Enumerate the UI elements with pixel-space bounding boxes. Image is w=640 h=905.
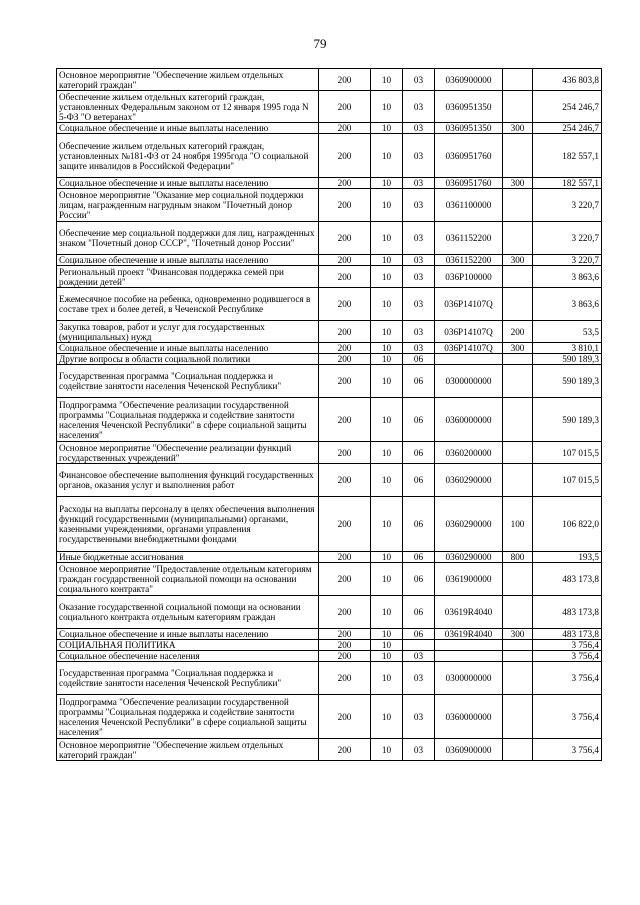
- table-row: [57, 288, 602, 321]
- row-name-cell: Другие вопросы в области социальной политики: [57, 354, 319, 365]
- row-pr-cell: 03: [403, 123, 435, 134]
- row-name-cell: Социальное обеспечение и иные выплаты населению: [57, 178, 319, 189]
- table-row: [57, 464, 602, 497]
- row-csr-cell: 0360290000: [435, 464, 503, 497]
- row-csr-cell: [435, 640, 503, 651]
- row-csr-cell: 0360000000: [435, 398, 503, 442]
- row-ved-cell: 200: [319, 288, 371, 321]
- row-csr-cell: 036P14107Q: [435, 288, 503, 321]
- row-ved-cell: 200: [319, 91, 371, 123]
- row-vr-cell: 300: [503, 123, 533, 134]
- row-ved-cell: 200: [319, 255, 371, 266]
- table-row: [57, 739, 602, 761]
- row-sum-cell: 590 189,3: [533, 365, 602, 398]
- row-name-cell: Основное мероприятие "Обеспечение жильем отдельных категорий граждан": [57, 739, 319, 761]
- row-vr-cell: 300: [503, 629, 533, 640]
- row-sum-cell: 3 863,6: [533, 288, 602, 321]
- row-csr-cell: 0360290000: [435, 552, 503, 563]
- row-sum-cell: 3 756,4: [533, 739, 602, 761]
- row-pr-cell: 03: [403, 189, 435, 222]
- row-sum-cell: 3 756,4: [533, 651, 602, 662]
- row-rz-cell: 10: [371, 497, 403, 552]
- table-row: [57, 69, 602, 91]
- row-name-cell: Ежемесячное пособие на ребенка, одновременно родившегося в составе трех и более детей, в Чеченской Республике: [57, 288, 319, 321]
- row-vr-cell: [503, 365, 533, 398]
- row-csr-cell: 036P100000: [435, 266, 503, 288]
- table-row: [57, 640, 602, 651]
- row-sum-cell: 254 246,7: [533, 123, 602, 134]
- row-pr-cell: 06: [403, 464, 435, 497]
- page-number: 79: [313, 36, 327, 51]
- row-csr-cell: 03619R4040: [435, 629, 503, 640]
- table-row: [57, 563, 602, 596]
- row-csr-cell: 0361152200: [435, 255, 503, 266]
- row-rz-cell: 10: [371, 662, 403, 695]
- row-name-cell: Государственная программа "Социальная поддержка и содействие занятости населения Чеченской Республики": [57, 662, 319, 695]
- row-ved-cell: 200: [319, 123, 371, 134]
- row-vr-cell: [503, 563, 533, 596]
- row-name-cell: Обеспечение мер социальной поддержки для лиц, награжденных знаком "Почетный донор СССР", "Почетный донор России": [57, 222, 319, 255]
- row-ved-cell: 200: [319, 189, 371, 222]
- row-name-cell: Основное мероприятие "Обеспечение реализации функций государственных учреждений": [57, 442, 319, 464]
- row-name-cell: Подпрограмма "Обеспечение реализации государственной программы "Социальная поддержка и содействие занятости населения Чеченской Республики" в сфере социальной защиты населения": [57, 695, 319, 739]
- table-row: [57, 662, 602, 695]
- row-vr-cell: [503, 134, 533, 178]
- row-pr-cell: 03: [403, 662, 435, 695]
- row-rz-cell: 10: [371, 739, 403, 761]
- row-vr-cell: 300: [503, 343, 533, 354]
- row-csr-cell: 0360000000: [435, 695, 503, 739]
- row-vr-cell: [503, 442, 533, 464]
- row-pr-cell: 06: [403, 442, 435, 464]
- row-rz-cell: 10: [371, 255, 403, 266]
- row-sum-cell: 182 557,1: [533, 178, 602, 189]
- row-csr-cell: [435, 651, 503, 662]
- row-sum-cell: 483 173,8: [533, 629, 602, 640]
- table-row: [57, 629, 602, 640]
- row-sum-cell: 3 220,7: [533, 222, 602, 255]
- row-name-cell: Социальное обеспечение и иные выплаты населению: [57, 255, 319, 266]
- row-name-cell: Основное мероприятие "Предоставление отдельным категориям граждан государственной социальной помощи на основании социального контракта": [57, 563, 319, 596]
- row-csr-cell: 036P14107Q: [435, 321, 503, 343]
- row-name-cell: Социальное обеспечение населения: [57, 651, 319, 662]
- row-name-cell: Обеспечение жильем отдельных категорий граждан, установленных №181-ФЗ от 24 ноября 1995года "О социальной защите инвалидов в Российской Федерации": [57, 134, 319, 178]
- row-ved-cell: 200: [319, 640, 371, 651]
- row-pr-cell: 03: [403, 343, 435, 354]
- row-rz-cell: 10: [371, 123, 403, 134]
- row-name-cell: Закупка товаров, работ и услуг для государственных (муниципальных) нужд: [57, 321, 319, 343]
- row-rz-cell: 10: [371, 563, 403, 596]
- row-pr-cell: 06: [403, 398, 435, 442]
- table-row: [57, 321, 602, 343]
- row-ved-cell: 200: [319, 365, 371, 398]
- row-pr-cell: 06: [403, 354, 435, 365]
- row-csr-cell: 0360290000: [435, 497, 503, 552]
- row-pr-cell: 06: [403, 497, 435, 552]
- row-pr-cell: 03: [403, 695, 435, 739]
- table-row: [57, 596, 602, 629]
- row-ved-cell: 200: [319, 662, 371, 695]
- row-rz-cell: 10: [371, 651, 403, 662]
- row-sum-cell: 3 810,1: [533, 343, 602, 354]
- row-sum-cell: 3 220,7: [533, 189, 602, 222]
- row-name-cell: Обеспечение жильем отдельных категорий граждан, установленных Федеральным законом от 12 января 1995 года N 5-ФЗ "О ветеранах": [57, 91, 319, 123]
- row-pr-cell: 03: [403, 266, 435, 288]
- row-ved-cell: 200: [319, 354, 371, 365]
- row-vr-cell: [503, 266, 533, 288]
- row-ved-cell: 200: [319, 552, 371, 563]
- row-ved-cell: 200: [319, 629, 371, 640]
- row-sum-cell: 107 015,5: [533, 464, 602, 497]
- row-pr-cell: 03: [403, 134, 435, 178]
- table-row: [57, 189, 602, 222]
- row-csr-cell: 0360951760: [435, 178, 503, 189]
- row-name-cell: Иные бюджетные ассигнования: [57, 552, 319, 563]
- row-ved-cell: 200: [319, 651, 371, 662]
- row-sum-cell: 106 822,0: [533, 497, 602, 552]
- row-rz-cell: 10: [371, 321, 403, 343]
- row-sum-cell: 3 756,4: [533, 662, 602, 695]
- row-ved-cell: 200: [319, 497, 371, 552]
- row-ved-cell: 200: [319, 266, 371, 288]
- row-csr-cell: 036P14107Q: [435, 343, 503, 354]
- row-name-cell: Основное мероприятие "Оказание мер социальной поддержки лицам, награжденным нагрудным знаком "Почетный донор России": [57, 189, 319, 222]
- row-csr-cell: 0300000000: [435, 662, 503, 695]
- row-pr-cell: 03: [403, 69, 435, 91]
- row-vr-cell: [503, 739, 533, 761]
- row-csr-cell: 0360951350: [435, 123, 503, 134]
- row-ved-cell: 200: [319, 178, 371, 189]
- row-sum-cell: 483 173,8: [533, 563, 602, 596]
- row-vr-cell: [503, 222, 533, 255]
- row-rz-cell: 10: [371, 596, 403, 629]
- row-vr-cell: [503, 695, 533, 739]
- row-vr-cell: [503, 651, 533, 662]
- row-vr-cell: [503, 91, 533, 123]
- row-vr-cell: [503, 640, 533, 651]
- row-name-cell: Социальное обеспечение и иные выплаты населению: [57, 629, 319, 640]
- row-vr-cell: 100: [503, 497, 533, 552]
- row-pr-cell: 03: [403, 651, 435, 662]
- table-row: [57, 365, 602, 398]
- row-pr-cell: 06: [403, 596, 435, 629]
- row-ved-cell: 200: [319, 464, 371, 497]
- row-rz-cell: 10: [371, 464, 403, 497]
- row-name-cell: Подпрограмма "Обеспечение реализации государственной программы "Социальная поддержка и содействие занятости населения Чеченской Республики" в сфере социальной защиты населения": [57, 398, 319, 442]
- row-name-cell: Социальное обеспечение и иные выплаты населению: [57, 343, 319, 354]
- row-vr-cell: [503, 596, 533, 629]
- row-vr-cell: [503, 354, 533, 365]
- row-name-cell: СОЦИАЛЬНАЯ ПОЛИТИКА: [57, 640, 319, 651]
- row-ved-cell: 200: [319, 134, 371, 178]
- row-pr-cell: 06: [403, 552, 435, 563]
- table-row: [57, 552, 602, 563]
- row-vr-cell: [503, 662, 533, 695]
- row-pr-cell: [403, 640, 435, 651]
- row-sum-cell: 254 246,7: [533, 91, 602, 123]
- row-rz-cell: 10: [371, 695, 403, 739]
- row-rz-cell: 10: [371, 343, 403, 354]
- table-row: [57, 497, 602, 552]
- table-row: [57, 178, 602, 189]
- row-csr-cell: 0300000000: [435, 365, 503, 398]
- row-name-cell: Государственная программа "Социальная поддержка и содействие занятости населения Чеченской Республики": [57, 365, 319, 398]
- row-sum-cell: 3 863,6: [533, 266, 602, 288]
- row-sum-cell: 590 189,3: [533, 398, 602, 442]
- row-vr-cell: [503, 398, 533, 442]
- table-row: [57, 255, 602, 266]
- row-vr-cell: [503, 288, 533, 321]
- row-rz-cell: 10: [371, 69, 403, 91]
- row-rz-cell: 10: [371, 354, 403, 365]
- row-pr-cell: 03: [403, 91, 435, 123]
- row-csr-cell: [435, 354, 503, 365]
- row-rz-cell: 10: [371, 222, 403, 255]
- table-row: [57, 134, 602, 178]
- row-vr-cell: [503, 464, 533, 497]
- row-vr-cell: 300: [503, 255, 533, 266]
- row-rz-cell: 10: [371, 442, 403, 464]
- row-csr-cell: 03619R4040: [435, 596, 503, 629]
- row-rz-cell: 10: [371, 134, 403, 178]
- row-rz-cell: 10: [371, 640, 403, 651]
- row-pr-cell: 03: [403, 255, 435, 266]
- table-row: [57, 222, 602, 255]
- row-pr-cell: 03: [403, 288, 435, 321]
- row-sum-cell: 3 220,7: [533, 255, 602, 266]
- table-row: [57, 266, 602, 288]
- row-rz-cell: 10: [371, 629, 403, 640]
- row-name-cell: Финансовое обеспечение выполнения функций государственных органов, оказания услуг и выполнения работ: [57, 464, 319, 497]
- row-ved-cell: 200: [319, 442, 371, 464]
- row-vr-cell: 200: [503, 321, 533, 343]
- row-rz-cell: 10: [371, 91, 403, 123]
- row-pr-cell: 03: [403, 178, 435, 189]
- row-vr-cell: [503, 189, 533, 222]
- row-rz-cell: 10: [371, 266, 403, 288]
- row-ved-cell: 200: [319, 563, 371, 596]
- row-name-cell: Основное мероприятие "Обеспечение жильем отдельных категорий граждан": [57, 69, 319, 91]
- table-row: [57, 695, 602, 739]
- row-pr-cell: 06: [403, 563, 435, 596]
- row-vr-cell: [503, 69, 533, 91]
- row-csr-cell: 0361152200: [435, 222, 503, 255]
- row-sum-cell: 590 189,3: [533, 354, 602, 365]
- row-name-cell: Оказание государственной социальной помощи на основании социального контракта отдельным категориям граждан: [57, 596, 319, 629]
- row-sum-cell: 182 557,1: [533, 134, 602, 178]
- table-body: [57, 69, 602, 761]
- table-row: [57, 442, 602, 464]
- row-name-cell: Социальное обеспечение и иные выплаты населению: [57, 123, 319, 134]
- row-ved-cell: 200: [319, 222, 371, 255]
- row-ved-cell: 200: [319, 596, 371, 629]
- row-sum-cell: 107 015,5: [533, 442, 602, 464]
- row-csr-cell: 0360951760: [435, 134, 503, 178]
- row-csr-cell: 0360900000: [435, 739, 503, 761]
- row-csr-cell: 0361100000: [435, 189, 503, 222]
- row-name-cell: Расходы на выплаты персоналу в целях обеспечения выполнения функций государственными (муниципальными) органами, казенными учреждениями, органами управления государственными внебюджетными фондами: [57, 497, 319, 552]
- row-sum-cell: 483 173,8: [533, 596, 602, 629]
- table-row: [57, 651, 602, 662]
- row-sum-cell: 3 756,4: [533, 695, 602, 739]
- row-pr-cell: 03: [403, 222, 435, 255]
- table-row: [57, 398, 602, 442]
- row-rz-cell: 10: [371, 178, 403, 189]
- row-rz-cell: 10: [371, 552, 403, 563]
- table-row: [57, 123, 602, 134]
- table-row: [57, 354, 602, 365]
- row-rz-cell: 10: [371, 288, 403, 321]
- table-row: [57, 91, 602, 123]
- row-pr-cell: 06: [403, 629, 435, 640]
- row-sum-cell: 3 756,4: [533, 640, 602, 651]
- row-ved-cell: 200: [319, 739, 371, 761]
- row-ved-cell: 200: [319, 343, 371, 354]
- row-ved-cell: 200: [319, 69, 371, 91]
- row-vr-cell: 800: [503, 552, 533, 563]
- row-pr-cell: 06: [403, 365, 435, 398]
- row-ved-cell: 200: [319, 321, 371, 343]
- row-rz-cell: 10: [371, 398, 403, 442]
- row-rz-cell: 10: [371, 189, 403, 222]
- budget-table: [56, 68, 602, 761]
- row-csr-cell: 0360900000: [435, 69, 503, 91]
- row-name-cell: Региональный проект "Финансовая поддержка семей при рождении детей": [57, 266, 319, 288]
- row-ved-cell: 200: [319, 695, 371, 739]
- row-pr-cell: 03: [403, 739, 435, 761]
- row-pr-cell: 03: [403, 321, 435, 343]
- row-csr-cell: 0360951350: [435, 91, 503, 123]
- row-rz-cell: 10: [371, 365, 403, 398]
- row-vr-cell: 300: [503, 178, 533, 189]
- row-csr-cell: 0361900000: [435, 563, 503, 596]
- row-ved-cell: 200: [319, 398, 371, 442]
- table-row: [57, 343, 602, 354]
- row-sum-cell: 436 803,8: [533, 69, 602, 91]
- row-csr-cell: 0360200000: [435, 442, 503, 464]
- row-sum-cell: 193,5: [533, 552, 602, 563]
- row-sum-cell: 53,5: [533, 321, 602, 343]
